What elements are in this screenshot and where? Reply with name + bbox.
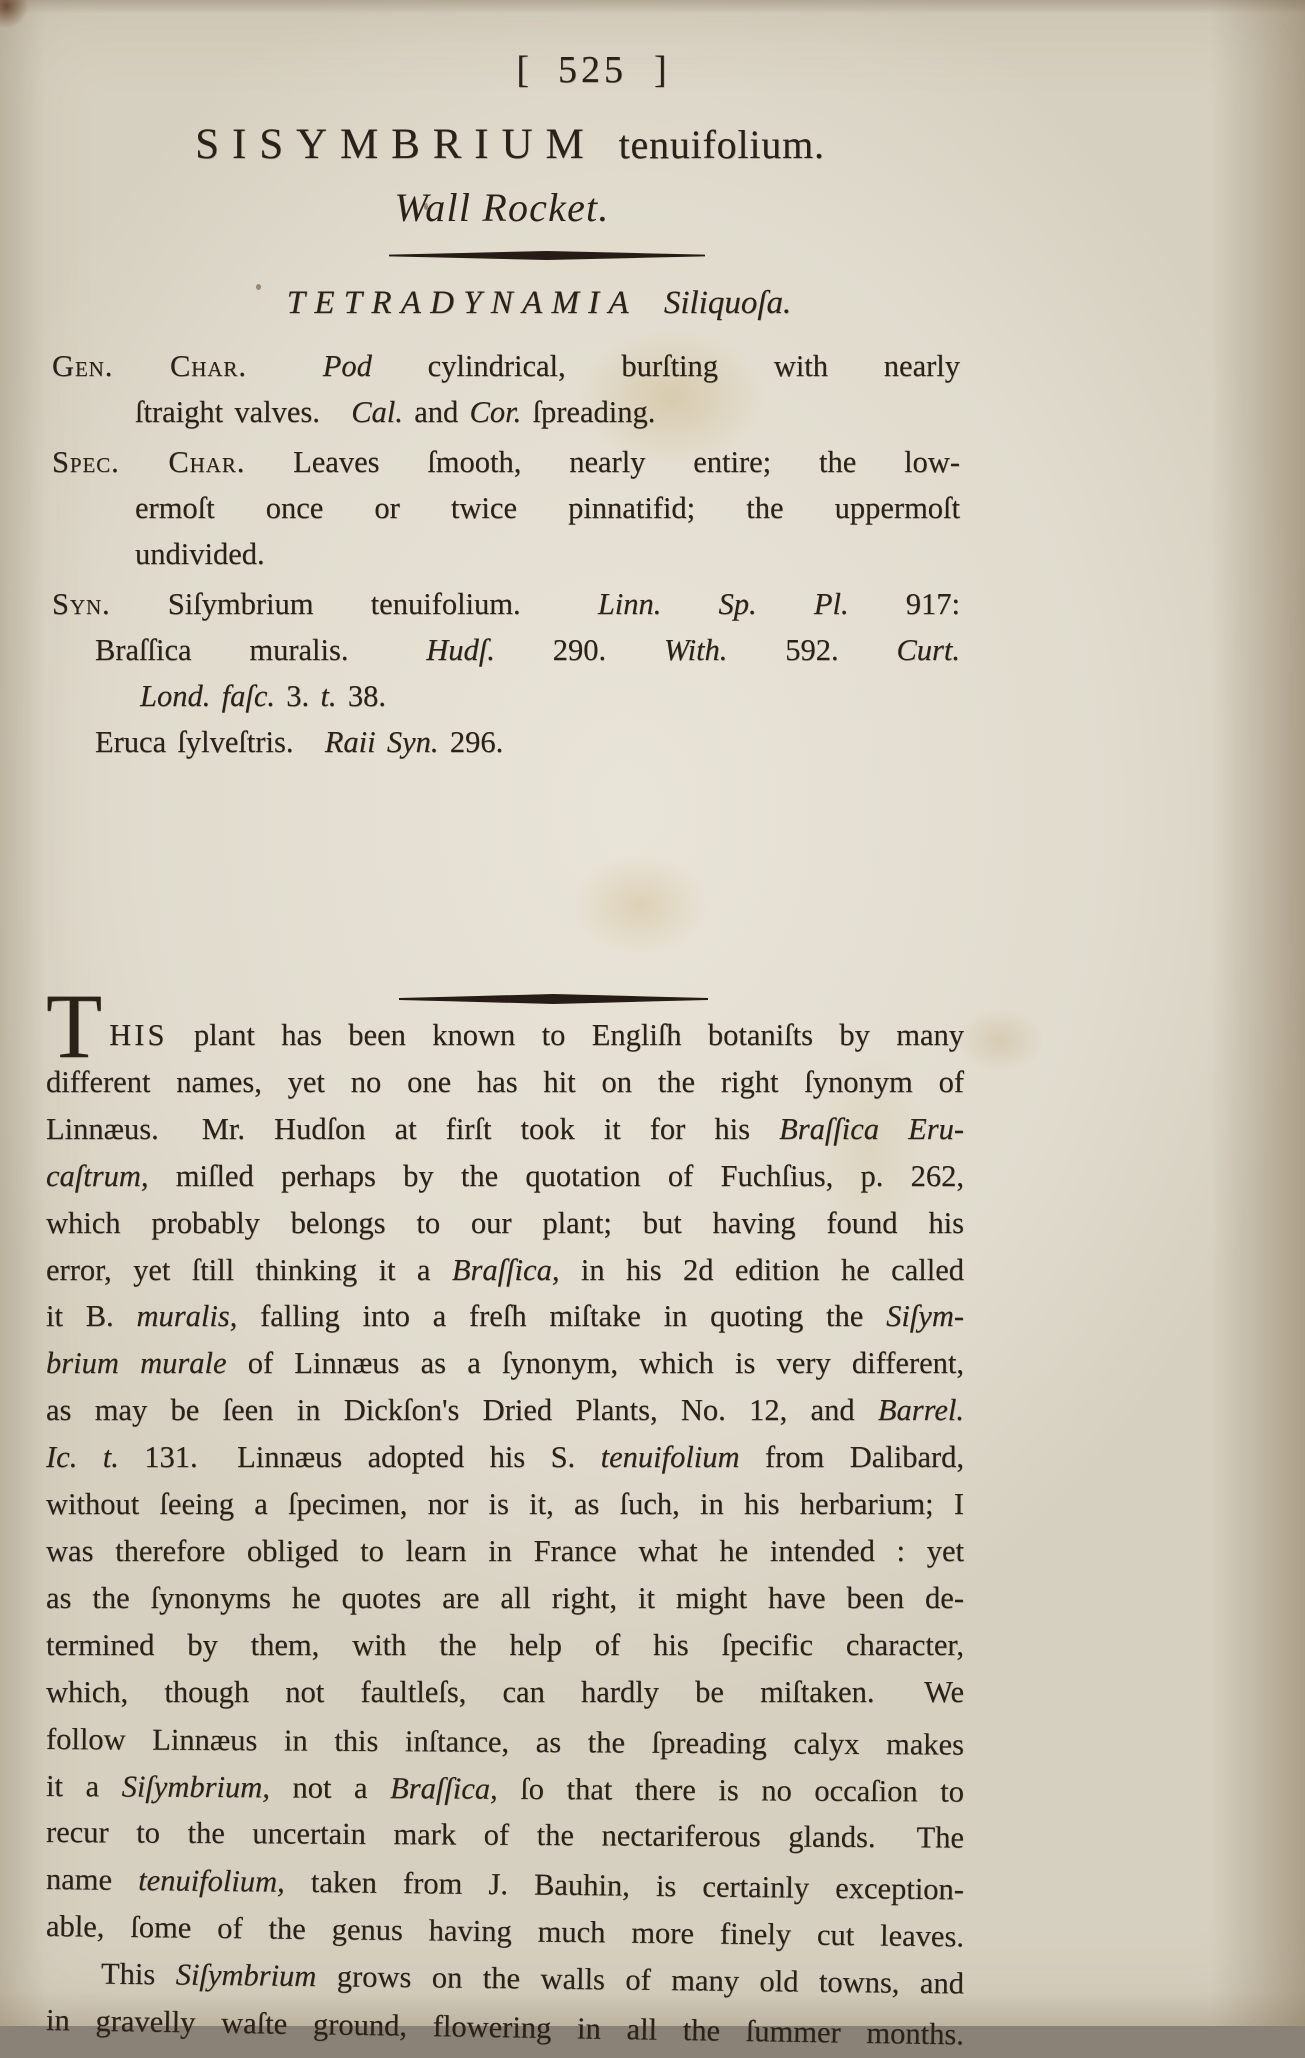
genus-name: SISYMBRIUM xyxy=(195,121,597,168)
linnaean-order: Siliquoſa. xyxy=(663,285,792,321)
linnaean-class: TETRADYNAMIA xyxy=(286,285,638,321)
text-line: Lond. faſc. 3. t. 38. xyxy=(140,679,386,713)
generic-character xyxy=(52,343,960,435)
text-line: This Siſymbrium grows on the walls of many old towns, and xyxy=(100,1956,965,2001)
diagnosis-section xyxy=(52,343,960,769)
divider-rule xyxy=(399,994,708,1004)
text-line: recur to the uncertain mark of the nectariferous glands. The xyxy=(45,1815,965,1856)
text-line: able, ſome of the genus having much more finely cut leaves. xyxy=(45,1909,965,1954)
text-line: Linnæus. Mr. Hudſon at firſt took it for his Braſſica Eru- xyxy=(46,1111,964,1146)
text-line: THIS plant has been known to Engliſh botaniſts by many xyxy=(46,975,964,1077)
page-number-value: 525 xyxy=(558,49,627,91)
text-line: Braſſica muralis. Hudſ. 290. With. 592. Curt. xyxy=(95,633,960,667)
taxonomy-line xyxy=(0,285,1078,322)
common-name: Wall Rocket. xyxy=(394,185,610,230)
species-title xyxy=(0,120,1020,169)
text-line: Ic. t. 131. Linnæus adopted his S. tenuifolium from Dalibard, xyxy=(46,1440,965,1475)
text-line: Eruca ſylveſtris. Raii Syn. 296. xyxy=(95,725,504,759)
bracket-right: ] xyxy=(654,49,669,91)
text-line: in gravelly waſte ground, flowering in all the ſummer months. xyxy=(45,2003,965,2052)
synonyms xyxy=(52,581,960,765)
text-line: as may be ſeen in Dickſon's Dried Plants, No. 12, and Barrel. xyxy=(46,1393,964,1428)
text-line: ermoſt once or twice pinnatifid; the uppermoſt xyxy=(135,491,960,525)
page-number xyxy=(0,48,1185,92)
text-line: Gen. Char. Pod cylindrical, burſting with nearly xyxy=(52,349,961,383)
text-line: name tenuifolium, taken from J. Bauhin, is certainly exception- xyxy=(45,1862,965,1907)
description-text xyxy=(45,975,965,2052)
specific-character xyxy=(52,439,960,577)
text-line: error, yet ſtill thinking it a Braſſica, in his 2d edition he called xyxy=(46,1252,964,1287)
text-line: follow Linnæus in this inſtance, as the ſpreading calyx makes xyxy=(45,1721,965,1762)
text-line: caſtrum, miſled perhaps by the quotation of Fuchſius, p. 262, xyxy=(46,1158,964,1193)
species-epithet: tenuifolium. xyxy=(618,122,825,167)
text-line: brium murale of Linnæus as a ſynonym, which is very different, xyxy=(46,1346,964,1381)
text-line: undivided. xyxy=(135,537,265,571)
bracket-left: [ xyxy=(516,49,531,91)
text-line: different names, yet no one has hit on the right ſynonym of xyxy=(46,1064,964,1099)
text-line: it a Siſymbrium, not a Braſſica, ſo that there is no occaſion to xyxy=(45,1768,965,1809)
text-line: which, though not faultleſs, can hardly be miſtaken. We xyxy=(46,1674,964,1709)
text-line: as the ſynonyms he quotes are all right, it might have been de- xyxy=(46,1580,964,1615)
text-line: ſtraight valves. Cal. and Cor. ſpreading. xyxy=(135,395,656,429)
text-line: Syn. Siſymbrium tenuifolium. Linn. Sp. Pl. 917: xyxy=(52,587,960,621)
text-line: it B. muralis, falling into a freſh miſtake in quoting the Siſym- xyxy=(46,1299,964,1334)
text-line: without ſeeing a ſpecimen, nor is it, as ſuch, in his herbarium; I xyxy=(46,1487,964,1522)
text-line: was therefore obliged to learn in France what he intended : yet xyxy=(46,1533,964,1568)
text-line: termined by them, with the help of his ſpecific character, xyxy=(46,1627,964,1662)
text-line: Spec. Char. Leaves ſmooth, nearly entire; the low- xyxy=(52,445,960,479)
divider-rule xyxy=(389,251,705,260)
text-line: which probably belongs to our plant; but having found his xyxy=(46,1205,964,1240)
